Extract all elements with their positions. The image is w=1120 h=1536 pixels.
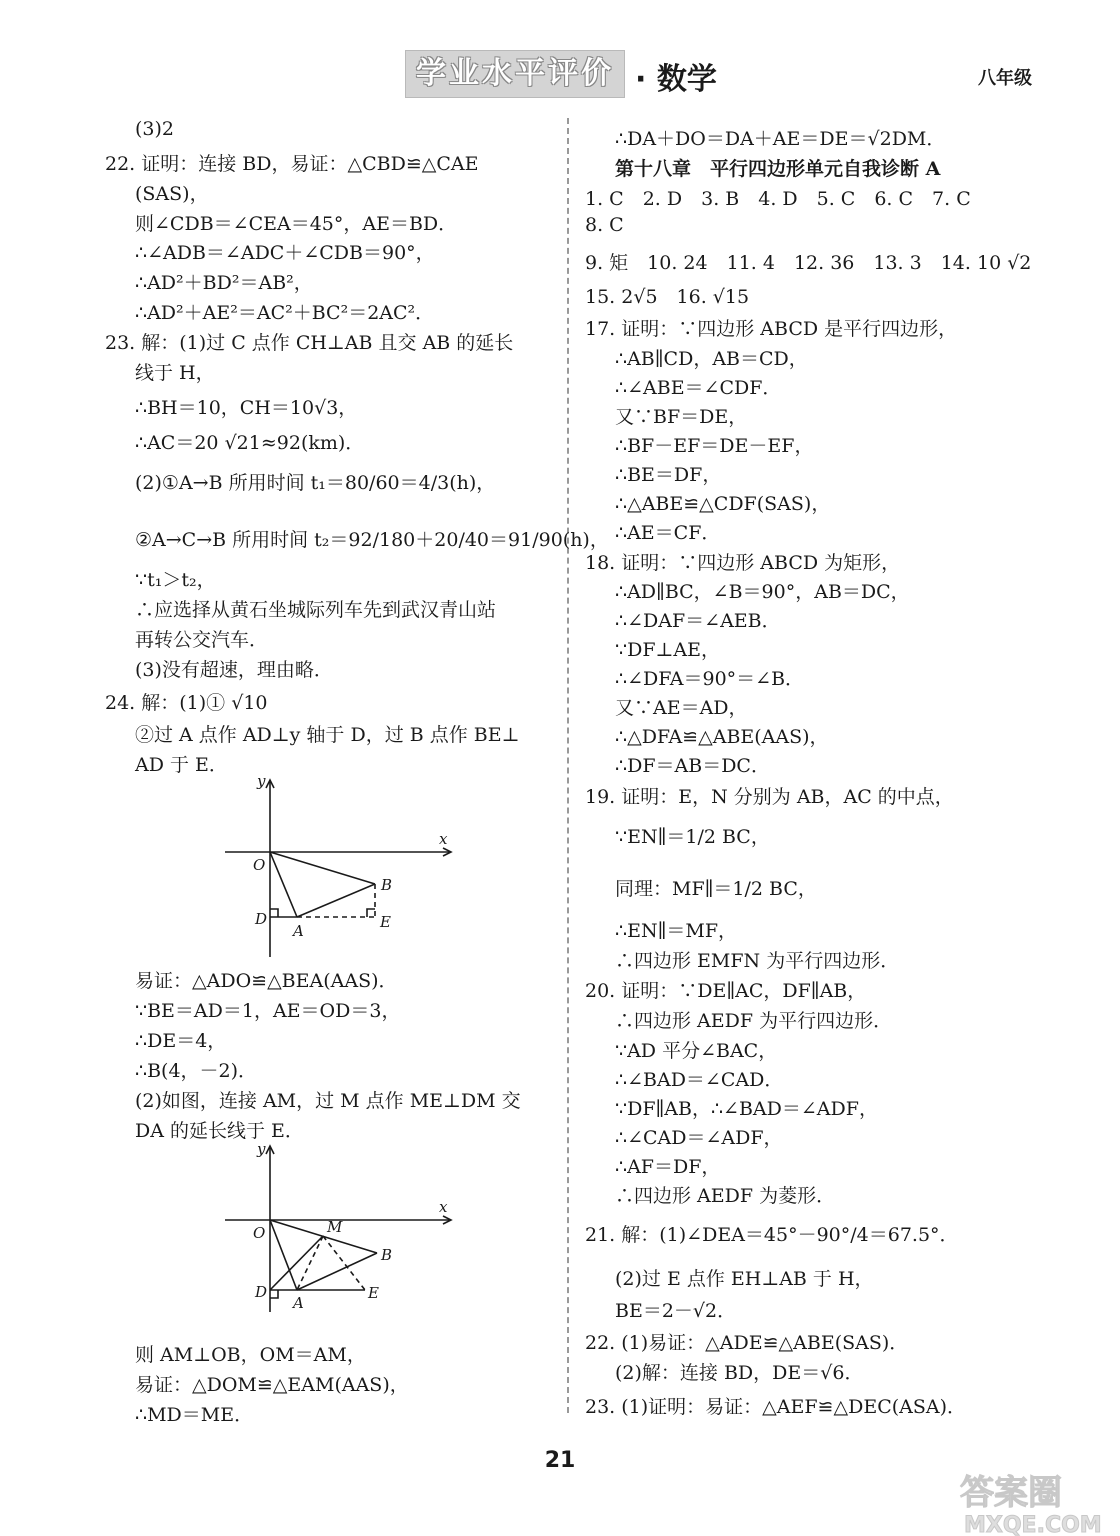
answer-line: 18. 证明：∵四边形 ABCD 为矩形， xyxy=(585,552,901,574)
page-number: 21 xyxy=(544,1448,576,1473)
answer-line: ∵BE＝AD＝1，AE＝OD＝3， xyxy=(135,1000,401,1022)
answer-line: ∴BE＝DF， xyxy=(615,464,722,486)
answer-line: 再转公交汽车． xyxy=(135,629,269,651)
answer-line: 9. 矩 10. 24 11. 4 12. 36 13. 3 14. 10 √2 xyxy=(585,252,1032,274)
coordinate-figure-1 xyxy=(215,772,455,962)
answer-line: ∴AC＝20 √21≈92(km)． xyxy=(135,432,365,454)
axis-label-y: y xyxy=(257,1140,266,1158)
answer-line: ∴四边形 EMFN 为平行四边形． xyxy=(615,950,900,972)
point-label-b: B xyxy=(381,876,393,894)
answer-line: (SAS)， xyxy=(135,183,209,205)
answer-line: ∴应选择从黄石坐城际列车先到武汉青山站 xyxy=(135,599,497,621)
answer-line: 20. 证明：∵DE∥AC，DF∥AB， xyxy=(585,980,867,1002)
answer-line: ∴EN∥＝MF， xyxy=(615,920,737,942)
answer-line: ∵AD 平分∠BAC， xyxy=(615,1040,778,1062)
answer-line: ②A→C→B 所用时间 t₂＝92/180＋20/40＝91/90(h)， xyxy=(135,529,609,551)
answer-line: 则∠CDB＝∠CEA＝45°，AE＝BD． xyxy=(135,213,458,235)
point-label-a: A xyxy=(293,1294,304,1312)
coordinate-figure-2 xyxy=(215,1140,455,1315)
point-label-a: A xyxy=(293,922,304,940)
answer-line: AD 于 E． xyxy=(135,754,228,776)
answer-line: 24. 解：(1)① √10 xyxy=(105,692,268,714)
answer-line: 8. C xyxy=(585,214,624,236)
answer-line: ②过 A 点作 AD⊥y 轴于 D，过 B 点作 BE⊥ xyxy=(135,724,520,746)
answer-line: 易证：△DOM≌△EAM(AAS)， xyxy=(135,1374,409,1396)
answer-line: ∴△DFA≌△ABE(AAS)， xyxy=(615,726,829,748)
answer-line: ∴AB∥CD，AB＝CD， xyxy=(615,348,808,370)
point-label-d: D xyxy=(255,1283,268,1301)
answer-line: 15. 2√5 16. √15 xyxy=(585,286,750,308)
answer-line: (3)没有超速，理由略． xyxy=(135,659,333,681)
answer-line: 1. C 2. D 3. B 4. D 5. C 6. C 7. C xyxy=(585,188,971,210)
answer-line: 21. 解：(1)∠DEA＝45°－90°/4＝67.5°． xyxy=(585,1224,959,1246)
axis-label-y: y xyxy=(257,772,266,790)
answer-line: 又∵AE＝AD， xyxy=(615,697,748,719)
answer-line: 线于 H， xyxy=(135,362,215,384)
answer-line: (2)解：连接 BD，DE＝√6． xyxy=(615,1362,864,1384)
point-label-o: O xyxy=(253,856,266,874)
answer-line: ∴∠CAD＝∠ADF， xyxy=(615,1127,783,1149)
answer-line: 23. 解：(1)过 C 点作 CH⊥AB 且交 AB 的延长 xyxy=(105,332,514,354)
answer-line: ∴∠ADB＝∠ADC＋∠CDB＝90°， xyxy=(135,242,435,264)
answer-line: BE＝2－√2． xyxy=(615,1300,737,1322)
answer-line: ∴AF＝DF， xyxy=(615,1156,721,1178)
answer-line: ∴∠DAF＝∠AEB． xyxy=(615,610,781,632)
answer-line: 同理：MF∥＝1/2 BC， xyxy=(615,878,817,900)
answer-line: ∴△ABE≌△CDF(SAS)， xyxy=(615,493,831,515)
site-watermark xyxy=(950,1462,1120,1536)
answer-line: ∴∠DFA＝90°＝∠B． xyxy=(615,668,805,690)
axis-label-x: x xyxy=(439,830,448,848)
answer-line: 则 AM⊥OB，OM＝AM， xyxy=(135,1344,366,1366)
answer-line: ∴AD²＋BD²＝AB²， xyxy=(135,272,313,294)
answer-line: 22. 证明：连接 BD，易证：△CBD≌△CAE xyxy=(105,153,479,175)
answer-line: ∴MD＝ME． xyxy=(135,1404,254,1426)
answer-line: ∵DF⊥AE， xyxy=(615,639,720,661)
answer-line: 17. 证明：∵四边形 ABCD 是平行四边形， xyxy=(585,318,958,340)
answer-line: ∴DA＋DO＝DA＋AE＝DE＝√2DM． xyxy=(615,128,946,150)
answer-line: ∵t₁＞t₂， xyxy=(135,569,216,591)
axis-label-x: x xyxy=(439,1198,448,1216)
watermark-logo: 答案圈 xyxy=(960,1473,1062,1513)
series-banner: 学业水平评价 xyxy=(405,50,625,98)
answer-line: (3)2 xyxy=(135,118,175,140)
answer-line: ∴四边形 AEDF 为菱形． xyxy=(615,1185,836,1207)
answer-line: 又∵BF＝DE， xyxy=(615,406,748,428)
answer-line: 19. 证明：E，N 分别为 AB，AC 的中点， xyxy=(585,786,954,808)
answer-line: ∴AE＝CF． xyxy=(615,522,721,544)
chapter-heading: 第十八章 平行四边形单元自我诊断 A xyxy=(615,158,941,180)
point-label-e: E xyxy=(368,1284,379,1302)
subject-title: · 数学 xyxy=(635,62,717,97)
answer-line: ∴AD²＋AE²＝AC²＋BC²＝2AC²． xyxy=(135,302,435,324)
answer-line: ∵EN∥＝1/2 BC， xyxy=(615,826,770,848)
point-label-m: M xyxy=(327,1218,343,1236)
answer-line: ∴DF＝AB＝DC． xyxy=(615,755,770,777)
point-label-b: B xyxy=(381,1246,393,1264)
answer-line: 易证：△ADO≌△BEA(AAS)． xyxy=(135,970,398,992)
point-label-e: E xyxy=(380,913,391,931)
answer-line: ∴DE＝4， xyxy=(135,1030,227,1052)
answer-line: (2)①A→B 所用时间 t₁＝80/60＝4/3(h)， xyxy=(135,472,496,494)
page-header xyxy=(0,50,1120,100)
answer-line: 22. (1)易证：△ADE≌△ABE(SAS)． xyxy=(585,1332,909,1354)
answer-line: (2)过 E 点作 EH⊥AB 于 H， xyxy=(615,1268,874,1290)
answer-line: 23. (1)证明：易证：△AEF≌△DEC(ASA)． xyxy=(585,1396,967,1418)
watermark-url: MXQE.COM xyxy=(964,1513,1102,1536)
answer-line: ∴BH＝10，CH＝10√3， xyxy=(135,397,358,419)
grade-label: 八年级 xyxy=(978,68,1032,89)
answer-line: ∴BF－EF＝DE－EF， xyxy=(615,435,814,457)
answer-line: ∴∠BAD＝∠CAD． xyxy=(615,1069,784,1091)
answer-line: ∴∠ABE＝∠CDF． xyxy=(615,377,782,399)
answer-line: ∴AD∥BC，∠B＝90°，AB＝DC， xyxy=(615,581,910,603)
point-label-d: D xyxy=(255,910,268,928)
answer-line: ∴四边形 AEDF 为平行四边形． xyxy=(615,1010,893,1032)
answer-line: (2)如图，连接 AM，过 M 点作 ME⊥DM 交 xyxy=(135,1090,521,1112)
answer-line: DA 的延长线于 E． xyxy=(135,1120,304,1142)
point-label-o: O xyxy=(253,1224,266,1242)
answer-line: ∴B(4，－2)． xyxy=(135,1060,258,1082)
answer-line: ∵DF∥AB，∴∠BAD＝∠ADF， xyxy=(615,1098,878,1120)
column-divider xyxy=(567,118,569,1413)
